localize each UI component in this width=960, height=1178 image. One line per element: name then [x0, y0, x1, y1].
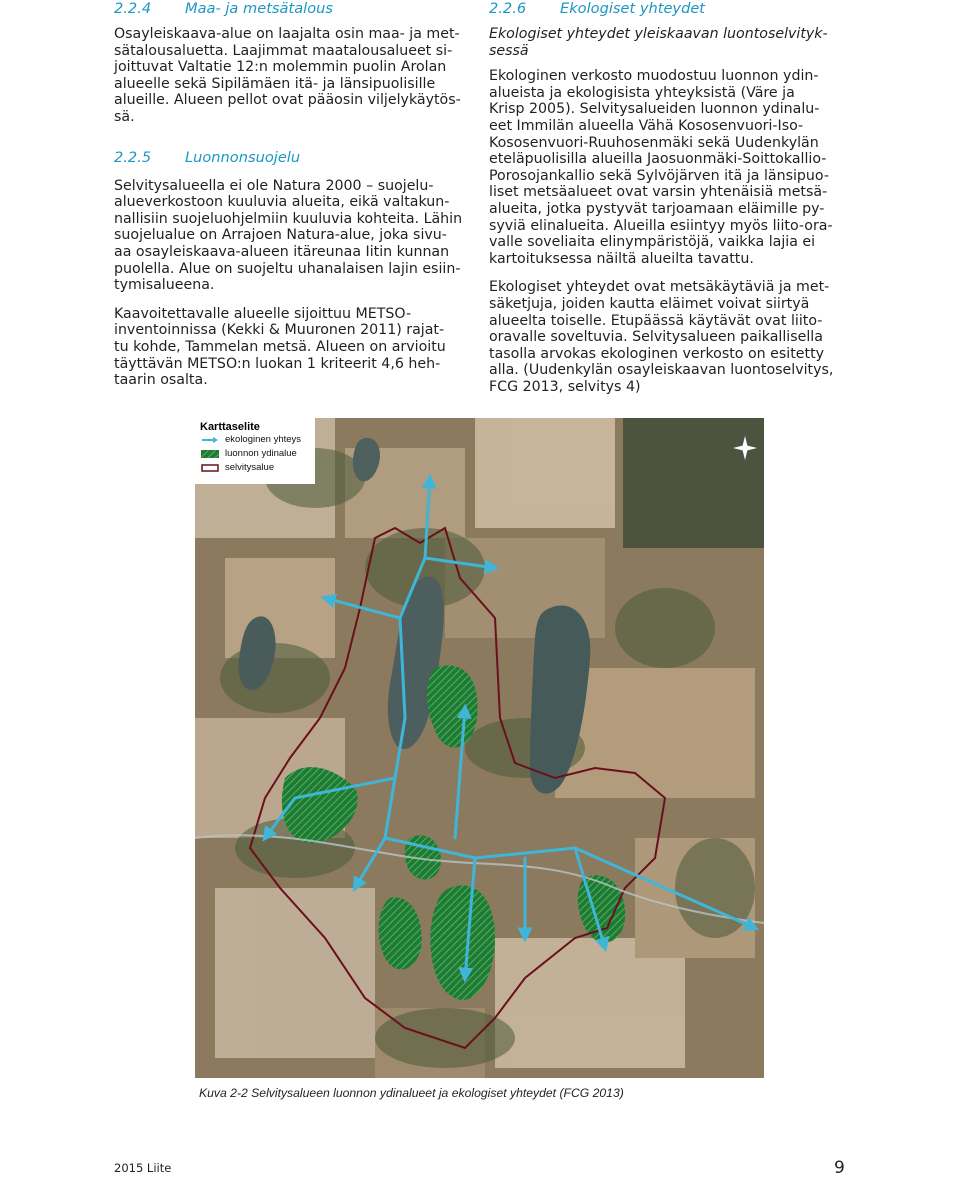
section-number: 2.2.6	[489, 0, 527, 17]
section-title: Luonnonsuojelu	[185, 148, 301, 166]
section-heading-2-2-6	[489, 0, 851, 17]
subheading: Ekologiset yhteydet yleiskaavan luontoselvityk- sessä	[489, 26, 828, 59]
legend-item-corridor: ekologinen yhteys	[201, 434, 313, 446]
legend-title: Karttaselite	[200, 421, 260, 433]
left-column	[114, 0, 497, 389]
footer-label: 2015 Liite	[114, 1161, 172, 1175]
section-title: Maa- ja metsätalous	[185, 0, 333, 17]
section-number: 2.2.4	[114, 0, 152, 17]
map-svg	[195, 418, 764, 1078]
boundary-swatch-icon	[201, 464, 219, 472]
corridor-arrow-icon	[201, 436, 219, 444]
legend-item-core-area: luonnon ydinalue	[201, 448, 313, 460]
paragraph-luonnonsuojelu: Selvitysalueella ei ole Natura 2000 – suojelu- alueverkostoon kuuluvia alueita, eikä valtakun- nallisiin suojeluohjelmiin kuuluvia kohteita. Lähin suojelualue on Arrajoen Natura-alue, joka sivu- aa osayleiskaava-alueen itäreunaa Iitin kunnan puolella. Alue on suojeltu uhanalaisen lajin esiin- tymisalueena.	[114, 177, 463, 294]
section-number: 2.2.5	[114, 148, 152, 166]
core-area-swatch-icon	[201, 450, 219, 458]
legend-item-boundary: selvitysalue	[201, 462, 313, 474]
paragraph-ekologinen-verkosto: Ekologinen verkosto muodostuu luonnon ydin- alueista ja ekologisista yhteyksistä (Väre ja Krisp 2005). Selvitysalueiden luonnon ydinalu- eet Immilän alueella Vähä Kososenvuori-Iso- Kososenvuori-Ruuhosenmäki sekä Uudenkylän eteläpuolisilla alueilla Jaosuonmäki-Soittokallio- Porosojankallio sekä Sylvöjärven itä ja länsipuo- liset metsäalueet ovat varsin yhtenäisiä metsä- alueita, jotka pystyvät tarjoamaan eläimille py- syviä elinalueita. Alueilla esiintyy myös liito-ora- valle soveliaita elinympäristöjä, vaikka lajia ei kartoituksessa näiltä alueilta tavattu.	[489, 68, 833, 267]
section-heading-2-2-4	[114, 0, 497, 17]
paragraph-maa-metsatalous: Osayleiskaava-alue on laajalta osin maa- ja met- sätalousaluetta. Laajimmat maatalousalueet si- joittuvat Valtatie 12:n molemmin puolin Arolan alueelle sekä Sipilämäen itä- ja länsipuolisille alueille. Alueen pellot ovat pääosin viljelykäytös- sä.	[114, 26, 461, 125]
page-number: 9	[834, 1158, 845, 1178]
aerial-map	[195, 418, 764, 1078]
map-legend	[195, 418, 315, 484]
paragraph-ekologiset-yhteydet: Ekologiset yhteydet ovat metsäkäytäviä ja met- säketjuja, joiden kautta eläimet voivat siirtyä alueelta toiselle. Etupäässä käytävät ovat liito- oravalle soveltuvia. Selvitysalueen paikallisella tasolla arvokas ekologinen verkosto on esitetty alla. (Uudenkylän osayleiskaavan luontoselvitys, FCG 2013, selvitys 4)	[489, 279, 834, 395]
section-heading-2-2-5	[114, 149, 497, 166]
paragraph-metso: Kaavoitettavalle alueelle sijoittuu METSO- inventoinnissa (Kekki & Muuronen 2011) rajat- tu kohde, Tammelan metsä. Alueen on arvioitu täyttävän METSO:n luokan 1 kriteerit 4,6 heh- taarin osalta.	[114, 305, 446, 389]
right-column	[489, 0, 851, 395]
inset-area	[623, 418, 764, 548]
section-title: Ekologiset yhteydet	[560, 0, 706, 17]
figure-caption: Kuva 2-2 Selvitysalueen luonnon ydinalueet ja ekologiset yhteydet (FCG 2013)	[199, 1086, 624, 1100]
